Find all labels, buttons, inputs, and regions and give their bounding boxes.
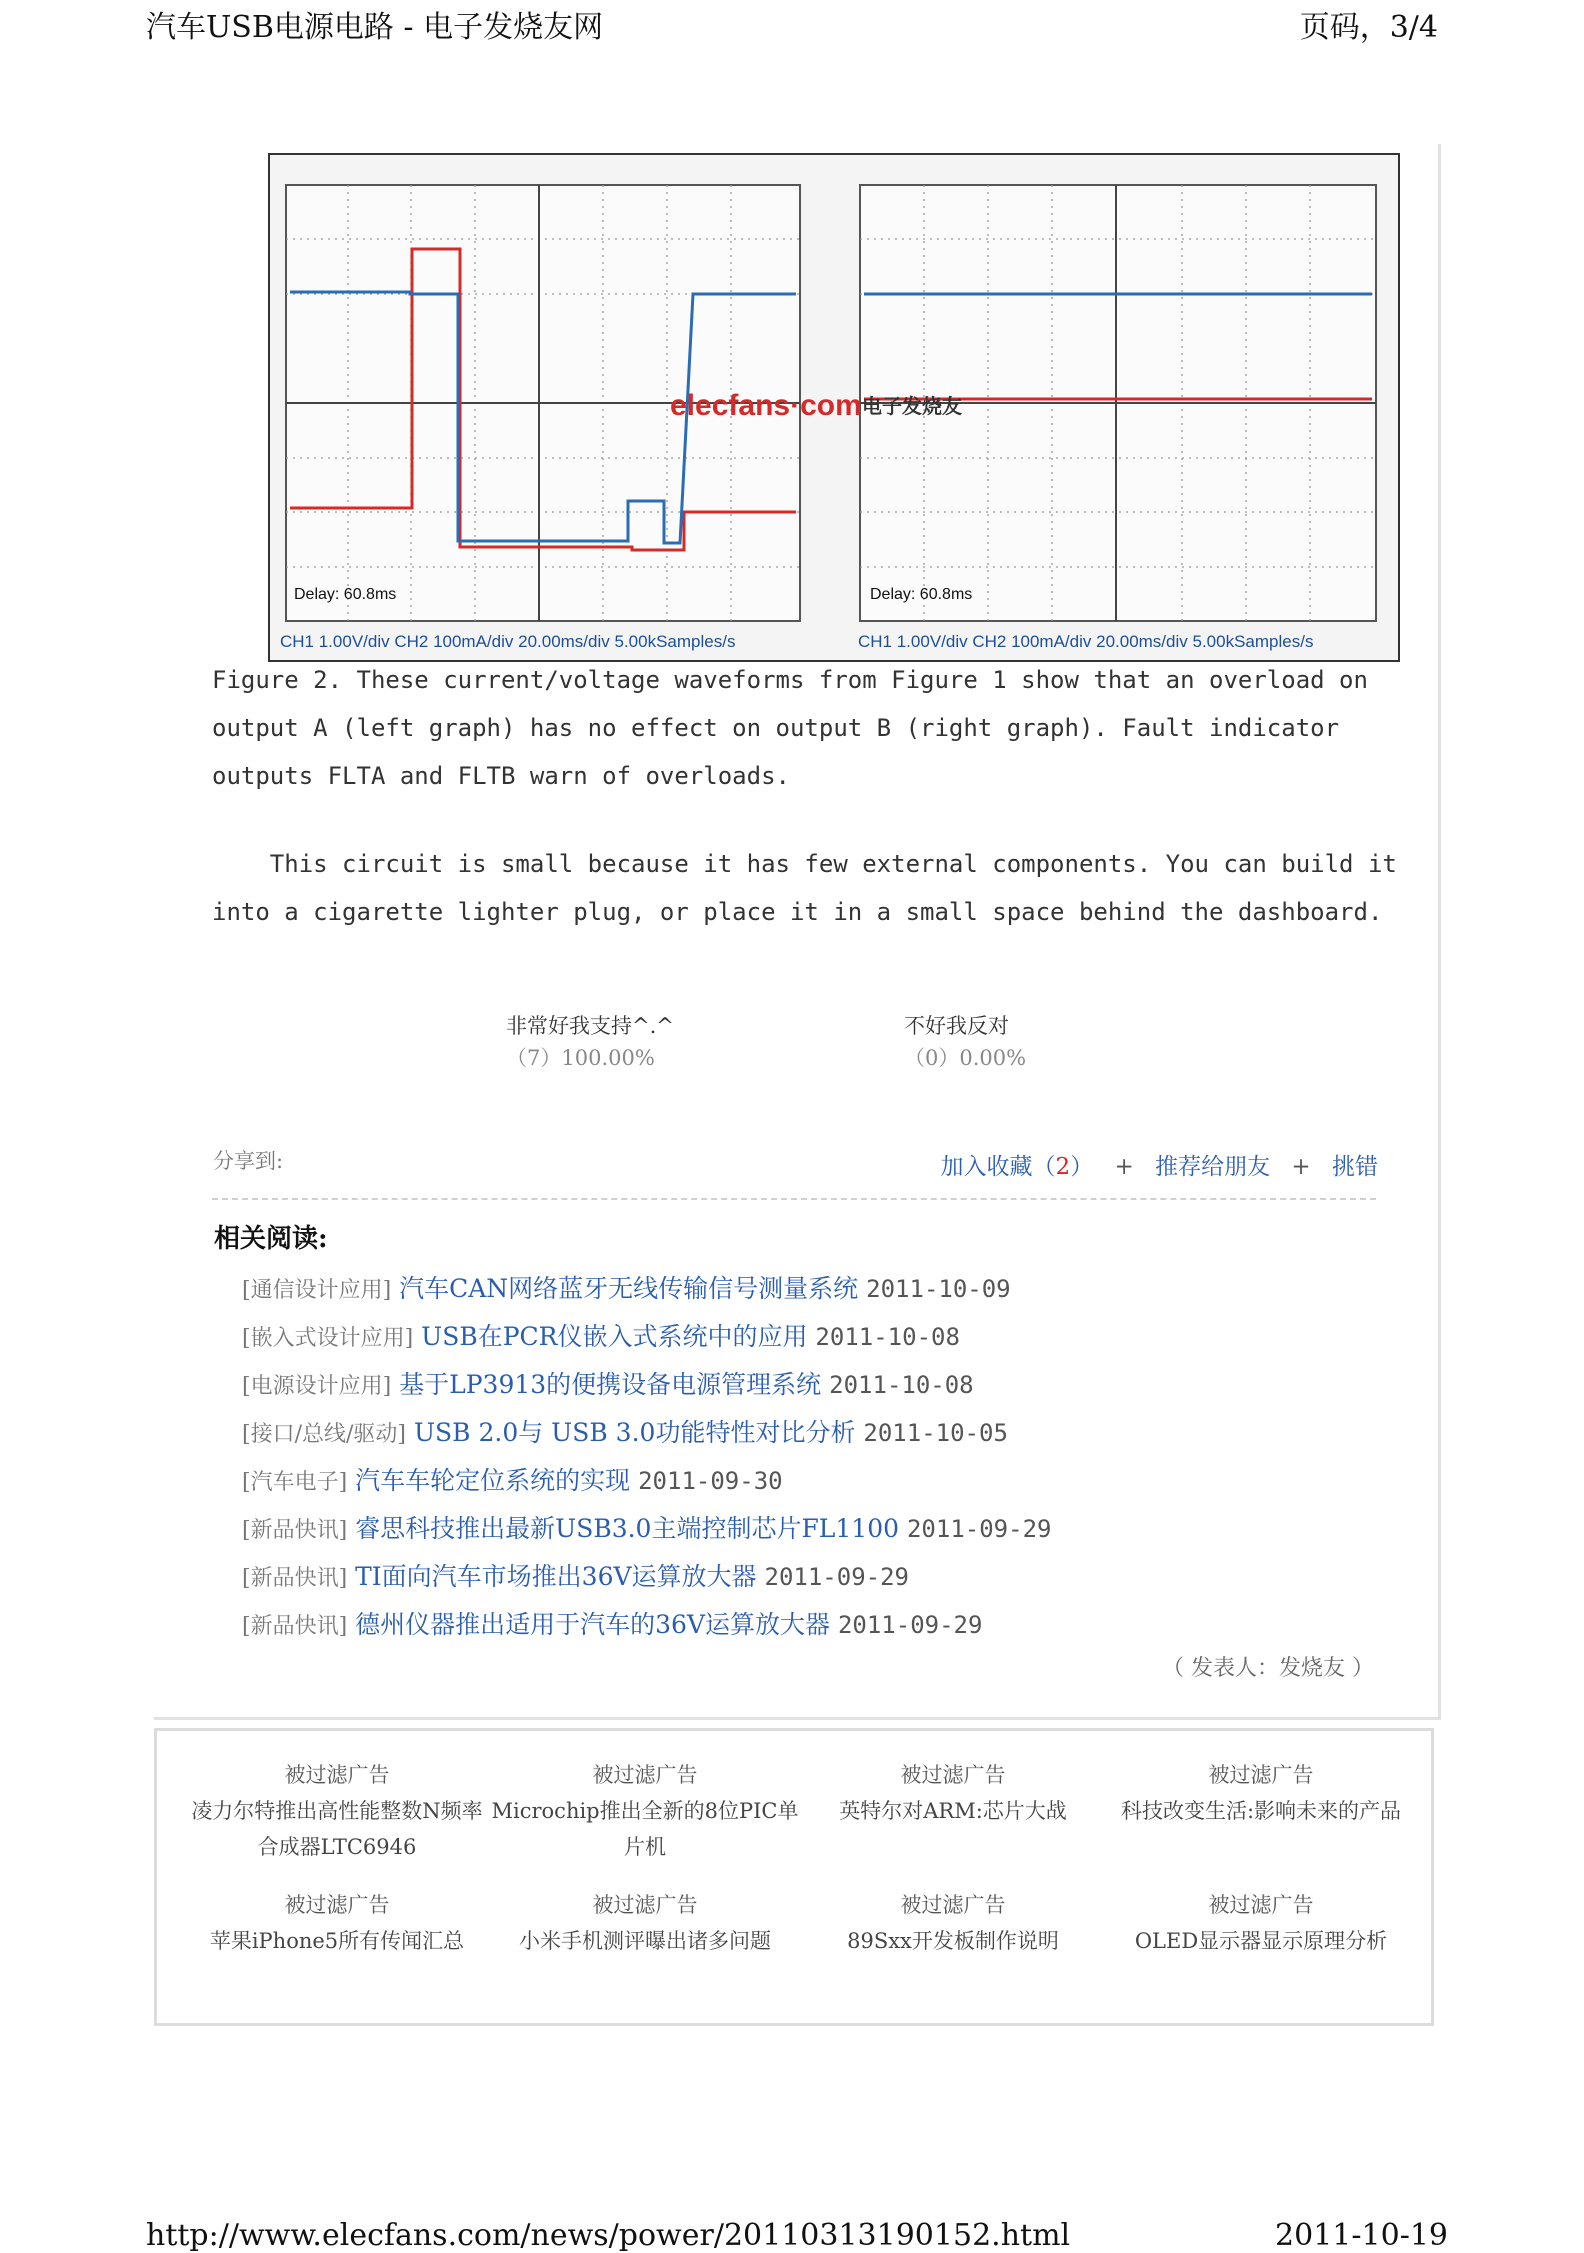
left-delay-label: Delay: 60.8ms xyxy=(294,586,397,603)
print-date: 2011-10-19 xyxy=(1275,2218,1448,2253)
related-category: [接口/总线/驱动] xyxy=(242,1422,406,1447)
ad-link[interactable]: OLED显示器显示原理分析 xyxy=(1134,1929,1388,1953)
body-line-1: This circuit is small because it has few external components. You can build it xyxy=(212,850,1397,878)
list-item xyxy=(242,1365,1051,1413)
related-date: 2011-09-29 xyxy=(837,1611,983,1639)
vote-bad[interactable] xyxy=(904,1010,1026,1072)
figure-caption-line-3: outputs FLTA and FLTB warn of overloads. xyxy=(212,762,790,790)
related-date: 2011-10-08 xyxy=(815,1323,960,1351)
share-label: 分享到: xyxy=(213,1149,284,1173)
right-scope xyxy=(858,185,1376,651)
vote-good[interactable] xyxy=(506,1010,674,1072)
watermark-logo: elecfans·com xyxy=(670,389,862,422)
related-link[interactable]: 睿思科技推出最新USB3.0主端控制芯片FL1100 xyxy=(355,1514,900,1543)
vote-bad-percent: （0）0.00% xyxy=(904,1046,1027,1070)
ad-item[interactable] xyxy=(491,1757,799,1865)
right-delay-label: Delay: 60.8ms xyxy=(870,586,973,603)
related-date: 2011-09-29 xyxy=(764,1563,909,1591)
related-link[interactable]: 汽车CAN网络蓝牙无线传输信号测量系统 xyxy=(399,1274,859,1303)
ad-tag: 被过滤广告 xyxy=(592,1763,698,1787)
related-date: 2011-10-09 xyxy=(866,1275,1011,1303)
list-item xyxy=(242,1509,1051,1557)
recommend-link[interactable]: 推荐给朋友 xyxy=(1155,1154,1271,1180)
ad-item[interactable] xyxy=(183,1887,491,1959)
related-category: [通信设计应用] xyxy=(242,1278,392,1303)
related-category: [新品快讯] xyxy=(242,1614,348,1639)
body-line-2: into a cigarette lighter plug, or place it in a small space behind the dashboard. xyxy=(212,898,1383,926)
related-date: 2011-09-29 xyxy=(906,1515,1052,1543)
related-category: [汽车电子] xyxy=(242,1470,348,1495)
related-link[interactable]: 汽车车轮定位系统的实现 xyxy=(355,1466,631,1495)
ad-item[interactable] xyxy=(799,1757,1107,1865)
separator-plus: + xyxy=(1291,1154,1311,1180)
related-date: 2011-10-08 xyxy=(829,1371,974,1399)
page-number: 页码，3/4 xyxy=(1299,10,1438,45)
ad-box xyxy=(154,1728,1434,2026)
ad-link[interactable]: 89Sxx开发板制作说明 xyxy=(847,1929,1059,1953)
ad-tag: 被过滤广告 xyxy=(284,1763,390,1787)
watermark-text: 电子发烧友 xyxy=(862,394,962,418)
ad-item[interactable] xyxy=(1107,1757,1415,1865)
vote-good-percent: （7）100.00% xyxy=(506,1046,655,1070)
divider xyxy=(212,1198,1376,1200)
related-link[interactable]: TI面向汽车市场推出36V运算放大器 xyxy=(355,1562,757,1591)
related-link[interactable]: USB在PCR仪嵌入式系统中的应用 xyxy=(421,1322,808,1351)
ad-item[interactable] xyxy=(183,1757,491,1865)
related-date: 2011-09-30 xyxy=(638,1467,783,1495)
ad-link[interactable]: 苹果iPhone5所有传闻汇总 xyxy=(209,1929,465,1953)
add-favorite-link[interactable]: 加入收藏（2） xyxy=(940,1154,1094,1180)
ad-tag: 被过滤广告 xyxy=(1208,1893,1314,1917)
waveform-figure xyxy=(268,153,1400,662)
related-heading: 相关阅读: xyxy=(214,1224,328,1254)
ad-link[interactable]: 科技改变生活:影响未来的产品 xyxy=(1120,1799,1402,1823)
ad-tag: 被过滤广告 xyxy=(1208,1763,1314,1787)
list-item xyxy=(242,1269,1051,1317)
figure-caption-line-1: Figure 2. These current/voltage waveforms from Figure 1 show that an overload on xyxy=(212,666,1368,694)
separator-plus: + xyxy=(1114,1154,1134,1180)
ad-item[interactable] xyxy=(1107,1887,1415,1959)
related-link[interactable]: 基于LP3913的便携设备电源管理系统 xyxy=(399,1370,822,1399)
ad-link[interactable]: 英特尔对ARM:芯片大战 xyxy=(839,1799,1067,1823)
vote-bad-label[interactable]: 不好我反对 xyxy=(904,1014,1009,1038)
ad-tag: 被过滤广告 xyxy=(900,1763,1006,1787)
right-status-label: CH1 1.00V/div CH2 100mA/div 20.00ms/div 5.00kSamples/s xyxy=(858,632,1314,651)
list-item xyxy=(242,1605,1051,1653)
list-item xyxy=(242,1317,1051,1365)
related-category: [嵌入式设计应用] xyxy=(242,1326,414,1351)
related-link[interactable]: 德州仪器推出适用于汽车的36V运算放大器 xyxy=(355,1610,830,1639)
related-category: [新品快讯] xyxy=(242,1518,348,1543)
favorite-count: 2 xyxy=(1055,1154,1071,1180)
list-item xyxy=(242,1461,1051,1509)
vote-good-label[interactable]: 非常好我支持^.^ xyxy=(506,1014,674,1038)
ad-link[interactable]: 凌力尔特推出高性能整数N频率合成器LTC6946 xyxy=(191,1799,483,1859)
related-date: 2011-10-05 xyxy=(863,1419,1008,1447)
oscilloscope-screens xyxy=(270,155,1398,660)
left-status-label: CH1 1.00V/div CH2 100mA/div 20.00ms/div 5.00kSamples/s xyxy=(280,632,736,651)
ad-tag: 被过滤广告 xyxy=(900,1893,1006,1917)
ad-tag: 被过滤广告 xyxy=(284,1893,390,1917)
related-link[interactable]: USB 2.0与 USB 3.0功能特性对比分析 xyxy=(413,1418,856,1447)
ad-item[interactable] xyxy=(799,1887,1107,1959)
document-title: 汽车USB电源电路 - 电子发烧友网 xyxy=(146,10,604,45)
source-url[interactable]: http://www.elecfans.com/news/power/20110313190152.html xyxy=(146,2218,1071,2253)
related-category: [电源设计应用] xyxy=(242,1374,392,1399)
ad-tag: 被过滤广告 xyxy=(592,1893,698,1917)
poster-info: （ 发表人：发烧友 ） xyxy=(1162,1656,1374,1681)
ad-grid xyxy=(183,1757,1415,1959)
ad-link[interactable]: 小米手机测评曝出诸多问题 xyxy=(519,1929,771,1953)
report-error-link[interactable]: 挑错 xyxy=(1332,1154,1378,1180)
related-list xyxy=(242,1269,1051,1653)
ad-link[interactable]: Microchip推出全新的8位PIC单片机 xyxy=(491,1799,799,1859)
list-item xyxy=(242,1413,1051,1461)
figure-caption-line-2: output A (left graph) has no effect on output B (right graph). Fault indicator xyxy=(212,714,1340,742)
list-item xyxy=(242,1557,1051,1605)
ad-item[interactable] xyxy=(491,1887,799,1959)
share-actions xyxy=(941,1148,1378,1181)
related-category: [新品快讯] xyxy=(242,1566,348,1591)
